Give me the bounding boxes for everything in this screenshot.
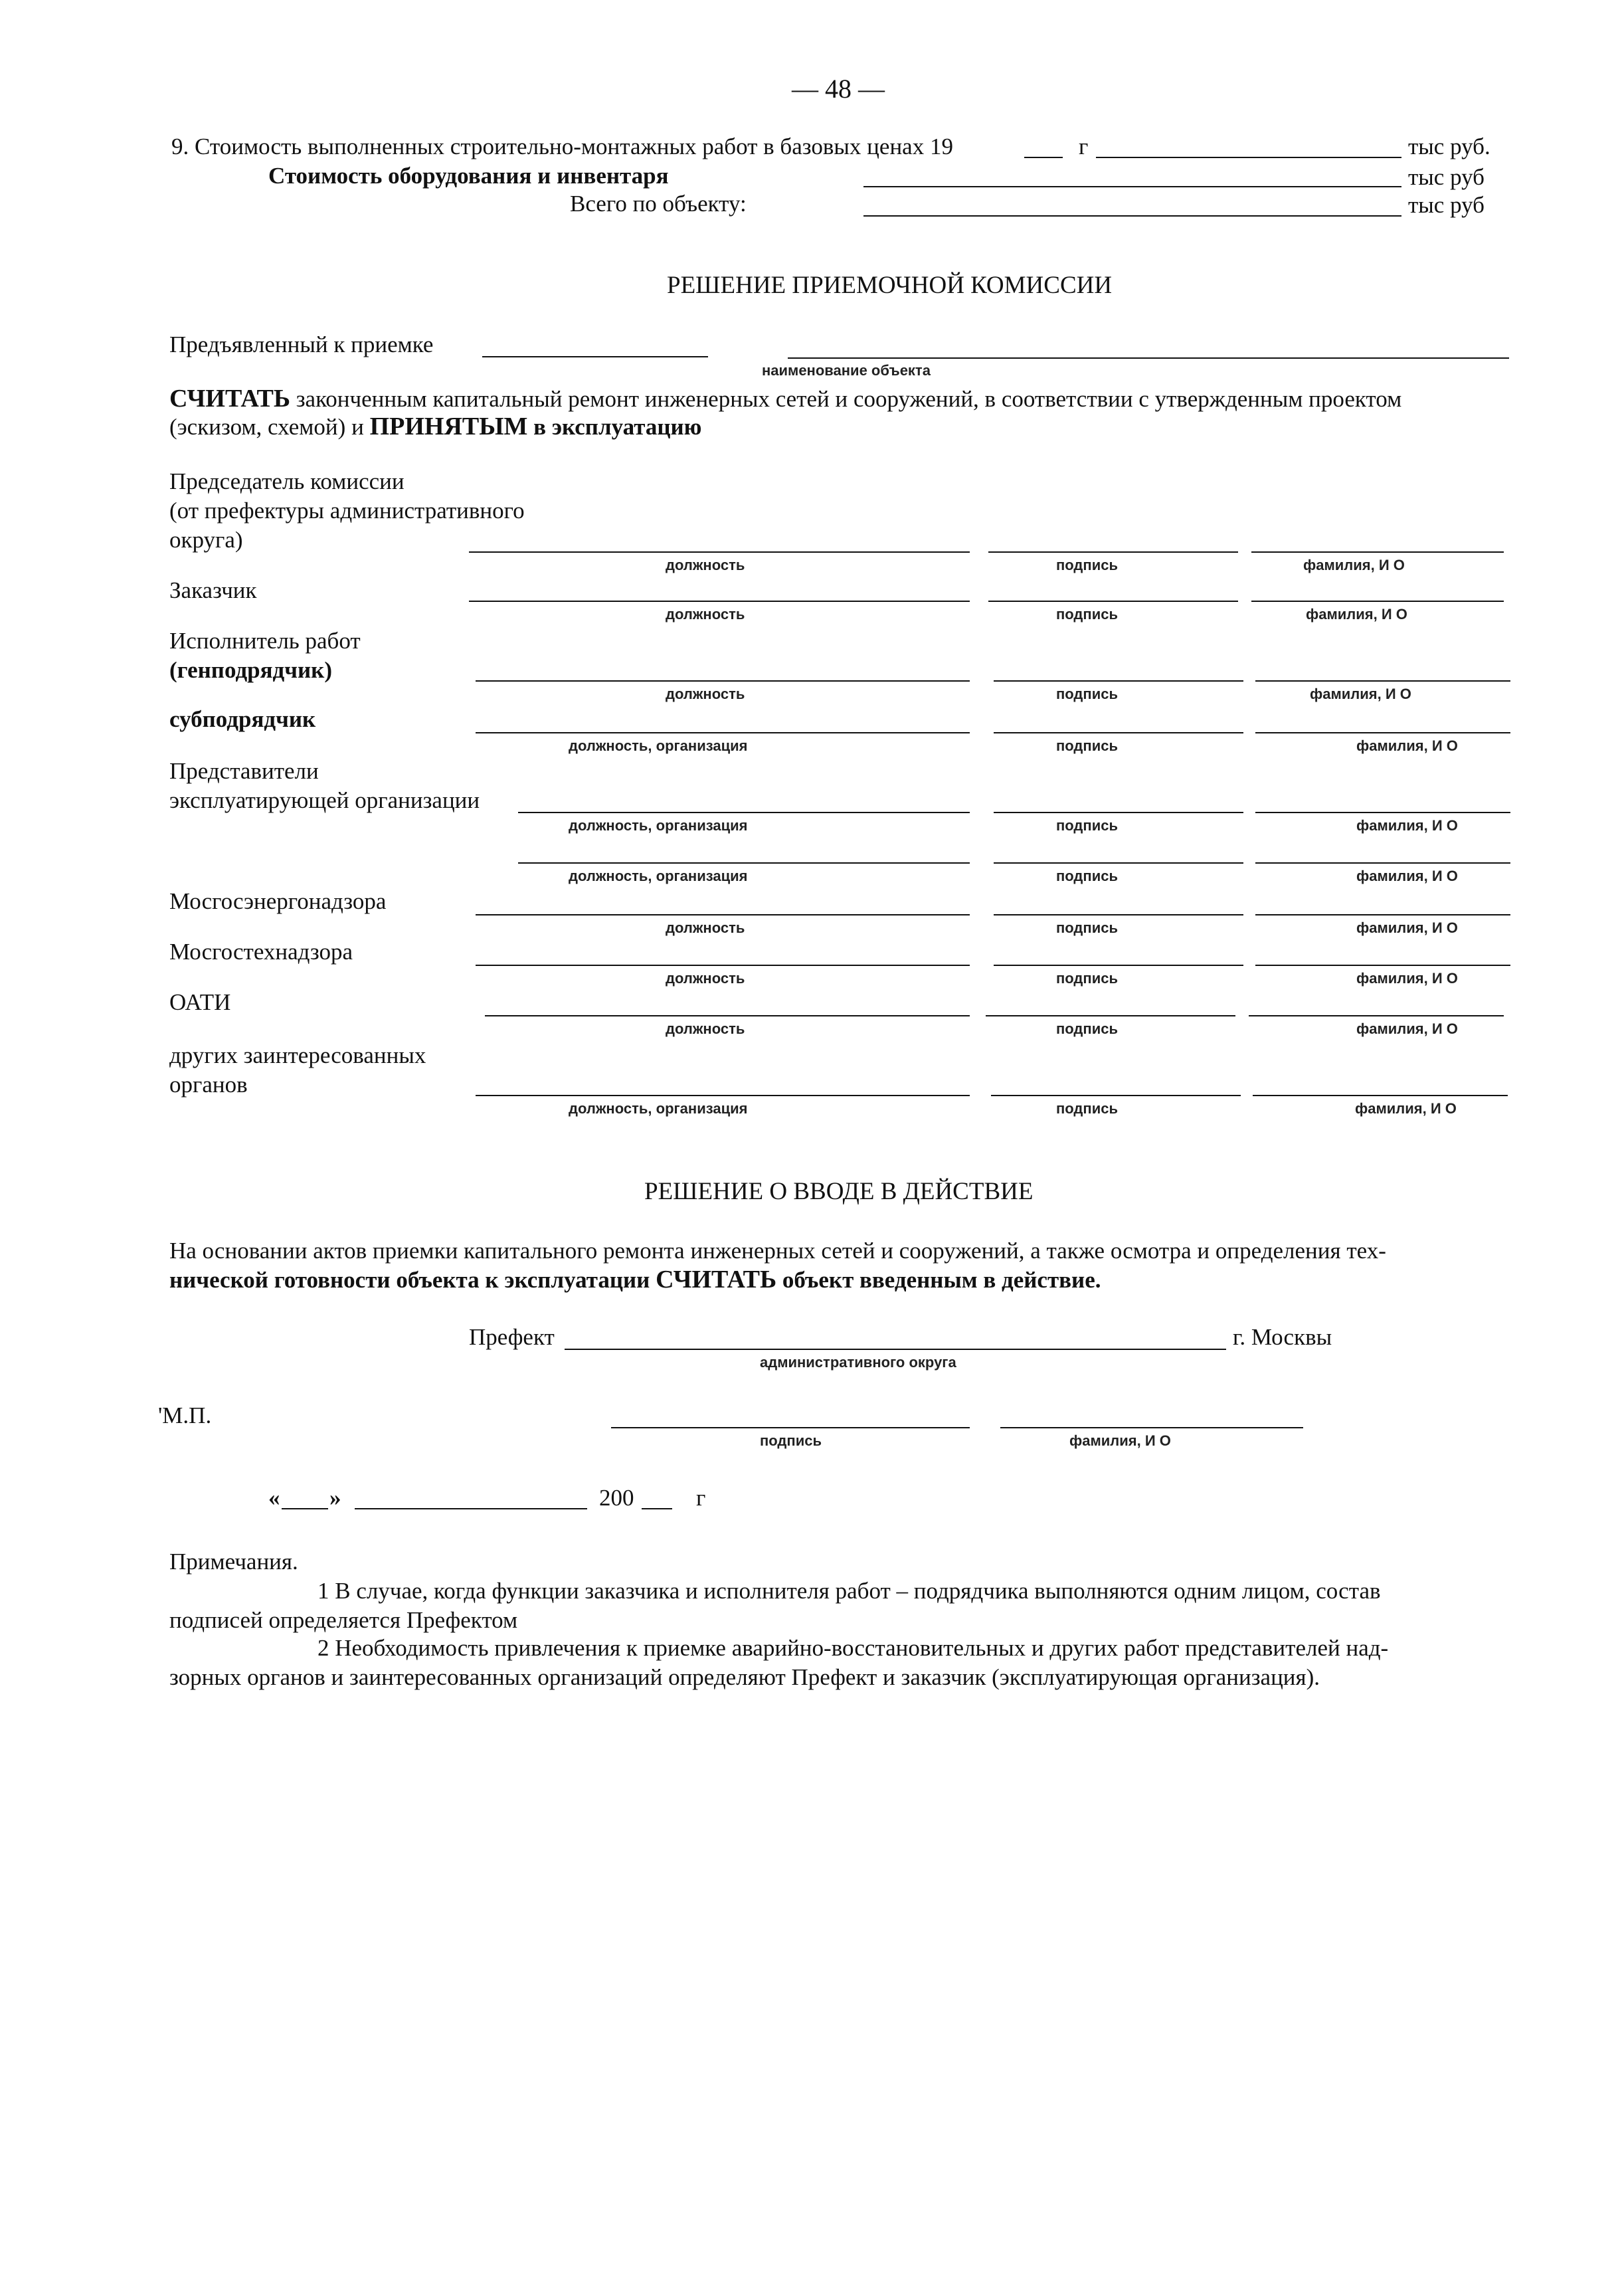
- tech-signature-line: [994, 965, 1243, 966]
- decision-text-1: законченным капитальный ремонт инженерных сетей и сооружений, в соответствии с утвержденным проектом: [290, 386, 1402, 412]
- decision-accepted: ПРИНЯТЫМ: [369, 413, 528, 440]
- date-close-quote: »: [329, 1485, 341, 1511]
- customer-signature-caption: подпись: [1056, 606, 1118, 622]
- stamp-label: 'М.П.: [158, 1402, 212, 1428]
- chairman-position-caption: должность: [666, 557, 745, 573]
- currency-3: тыс руб: [1408, 192, 1485, 218]
- others-label-2: органов: [169, 1072, 248, 1098]
- contractor-signature-caption: подпись: [1056, 686, 1118, 702]
- tech-name-caption: фамилия, И О: [1356, 970, 1458, 987]
- contractor-name-line: [1255, 680, 1510, 682]
- note-1-line-1: 1 В случае, когда функции заказчика и исполнителя работ – подрядчика выполняются одним лицом, состав: [317, 1578, 1381, 1604]
- cost-blank-3: [863, 215, 1401, 217]
- chairman-label-2: (от префектуры административного: [169, 498, 525, 524]
- object-name-blank: [788, 357, 1509, 359]
- operator-signature-line-1: [994, 812, 1243, 813]
- customer-name-line: [1251, 601, 1504, 602]
- chairman-label-3: округа): [169, 527, 243, 553]
- commission-title: РЕШЕНИЕ ПРИЕМОЧНОЙ КОМИССИИ: [667, 272, 1113, 299]
- subcontractor-name-line: [1255, 732, 1510, 733]
- enactment-text-2b: объект введенным в действие.: [776, 1267, 1101, 1293]
- enactment-text-2: [169, 1266, 1101, 1294]
- operator-position-line-1: [518, 812, 970, 813]
- currency-2: тыс руб: [1408, 164, 1485, 190]
- tech-name-line: [1255, 965, 1510, 966]
- prefect-label: Префект: [469, 1324, 555, 1350]
- contractor-label-2: (генподрядчик): [169, 657, 332, 683]
- tech-signature-caption: подпись: [1056, 970, 1118, 987]
- customer-position-line: [469, 601, 970, 602]
- operator-label-2: эксплуатирующей организации: [169, 787, 480, 813]
- customer-signature-line: [988, 601, 1238, 602]
- cost-blank-2: [863, 186, 1401, 187]
- prefect-signature-caption: подпись: [760, 1432, 822, 1449]
- enactment-title: РЕШЕНИЕ О ВВОДЕ В ДЕЙСТВИЕ: [644, 1178, 1034, 1205]
- subcontractor-label: субподрядчик: [169, 706, 316, 732]
- note-2-line-2: зорных органов и заинтересованных организаций определяют Префект и заказчик (эксплуатирующая организация).: [169, 1664, 1320, 1690]
- customer-name-caption: фамилия, И О: [1306, 606, 1407, 622]
- energy-position-caption: должность: [666, 919, 745, 936]
- chairman-signature-caption: подпись: [1056, 557, 1118, 573]
- total-cost-label: Всего по объекту:: [570, 191, 747, 217]
- tech-position-caption: должность: [666, 970, 745, 987]
- year-blank: [1024, 157, 1063, 158]
- others-position-line: [476, 1095, 970, 1096]
- operator-signature-caption-1: подпись: [1056, 817, 1118, 834]
- prefect-signature-line: [611, 1427, 970, 1428]
- decision-text-3: в эксплуатацию: [527, 414, 702, 440]
- enactment-consider: СЧИТАТЬ: [656, 1266, 777, 1293]
- energy-signature-caption: подпись: [1056, 919, 1118, 936]
- oati-signature-line: [986, 1015, 1235, 1016]
- tech-supervision-label: Мосгостехнадзора: [169, 939, 353, 965]
- date-day-blank: [282, 1508, 328, 1509]
- operator-signature-caption-2: подпись: [1056, 868, 1118, 884]
- others-position-caption: должность, организация: [569, 1100, 748, 1117]
- others-name-caption: фамилия, И О: [1355, 1100, 1457, 1117]
- cost-line-9: 9. Стоимость выполненных строительно-монтажных работ в базовых ценах 19: [171, 134, 953, 159]
- presented-blank: [482, 356, 708, 357]
- decision-text-2: (эскизом, схемой) и: [169, 414, 370, 440]
- energy-name-line: [1255, 914, 1510, 915]
- operator-signature-line-2: [994, 862, 1243, 864]
- oati-label: ОАТИ: [169, 989, 231, 1015]
- energy-supervision-label: Мосгосэнергонадзора: [169, 888, 387, 914]
- contractor-name-caption: фамилия, И О: [1310, 686, 1411, 702]
- chairman-name-line: [1251, 551, 1504, 553]
- oati-position-caption: должность: [666, 1020, 745, 1037]
- operator-name-caption-2: фамилия, И О: [1356, 868, 1458, 884]
- energy-signature-line: [994, 914, 1243, 915]
- date-open-quote: «: [268, 1485, 280, 1511]
- date-month-blank: [355, 1508, 587, 1509]
- prefect-name-line: [1000, 1427, 1303, 1428]
- cost-blank-1: [1096, 157, 1401, 158]
- decision-line-1: [169, 385, 1401, 413]
- oati-signature-caption: подпись: [1056, 1020, 1118, 1037]
- others-label-1: других заинтересованных: [169, 1042, 426, 1068]
- subcontractor-position-caption: должность, организация: [569, 737, 748, 754]
- contractor-position-caption: должность: [666, 686, 745, 702]
- contractor-signature-line: [994, 680, 1243, 682]
- operator-position-caption-1: должность, организация: [569, 817, 748, 834]
- currency-1: тыс руб.: [1408, 134, 1490, 159]
- subcontractor-position-line: [476, 732, 970, 733]
- city-label: г. Москвы: [1233, 1324, 1332, 1350]
- chairman-label-1: Председатель комиссии: [169, 468, 405, 494]
- notes-title: Примечания.: [169, 1549, 298, 1575]
- customer-label: Заказчик: [169, 577, 257, 603]
- presented-label: Предъявленный к приемке: [169, 332, 434, 357]
- operator-label-1: Представители: [169, 758, 319, 784]
- operator-position-caption-2: должность, организация: [569, 868, 748, 884]
- contractor-label-1: Исполнитель работ: [169, 628, 361, 654]
- operator-position-line-2: [518, 862, 970, 864]
- operator-name-caption-1: фамилия, И О: [1356, 817, 1458, 834]
- note-1-line-2: подписей определяется Префектом: [169, 1607, 518, 1633]
- oati-name-caption: фамилия, И О: [1356, 1020, 1458, 1037]
- others-name-line: [1253, 1095, 1508, 1096]
- enactment-text-1: На основании актов приемки капитального ремонта инженерных сетей и сооружений, а также осмотра и определения тех-: [169, 1238, 1386, 1264]
- energy-name-caption: фамилия, И О: [1356, 919, 1458, 936]
- enactment-text-2a: нической готовности объекта к эксплуатации: [169, 1267, 656, 1293]
- year-suffix: г: [1079, 134, 1089, 159]
- subcontractor-signature-line: [994, 732, 1243, 733]
- chairman-position-line: [469, 551, 970, 553]
- district-caption: административного округа: [760, 1354, 956, 1371]
- date-year: 200: [599, 1485, 634, 1511]
- contractor-position-line: [476, 680, 970, 682]
- others-signature-line: [991, 1095, 1241, 1096]
- subcontractor-name-caption: фамилия, И О: [1356, 737, 1458, 754]
- energy-position-line: [476, 914, 970, 915]
- subcontractor-signature-caption: подпись: [1056, 737, 1118, 754]
- operator-name-line-2: [1255, 862, 1510, 864]
- note-2-line-1: 2 Необходимость привлечения к приемке аварийно-восстановительных и других работ представителей над-: [317, 1635, 1389, 1661]
- others-signature-caption: подпись: [1056, 1100, 1118, 1117]
- oati-name-line: [1249, 1015, 1504, 1016]
- page-number: — 48 —: [792, 74, 885, 104]
- decision-line-2: [169, 413, 701, 441]
- object-name-caption: наименование объекта: [762, 362, 931, 379]
- prefect-blank: [565, 1349, 1226, 1350]
- equipment-cost-label: Стоимость оборудования и инвентаря: [268, 163, 669, 189]
- date-year-blank: [642, 1508, 672, 1509]
- chairman-name-caption: фамилия, И О: [1303, 557, 1405, 573]
- customer-position-caption: должность: [666, 606, 745, 622]
- tech-position-line: [476, 965, 970, 966]
- operator-name-line-1: [1255, 812, 1510, 813]
- decision-consider: СЧИТАТЬ: [169, 385, 290, 413]
- prefect-name-caption: фамилия, И О: [1069, 1432, 1171, 1449]
- oati-position-line: [485, 1015, 970, 1016]
- chairman-signature-line: [988, 551, 1238, 553]
- date-year-suffix: г: [696, 1485, 706, 1511]
